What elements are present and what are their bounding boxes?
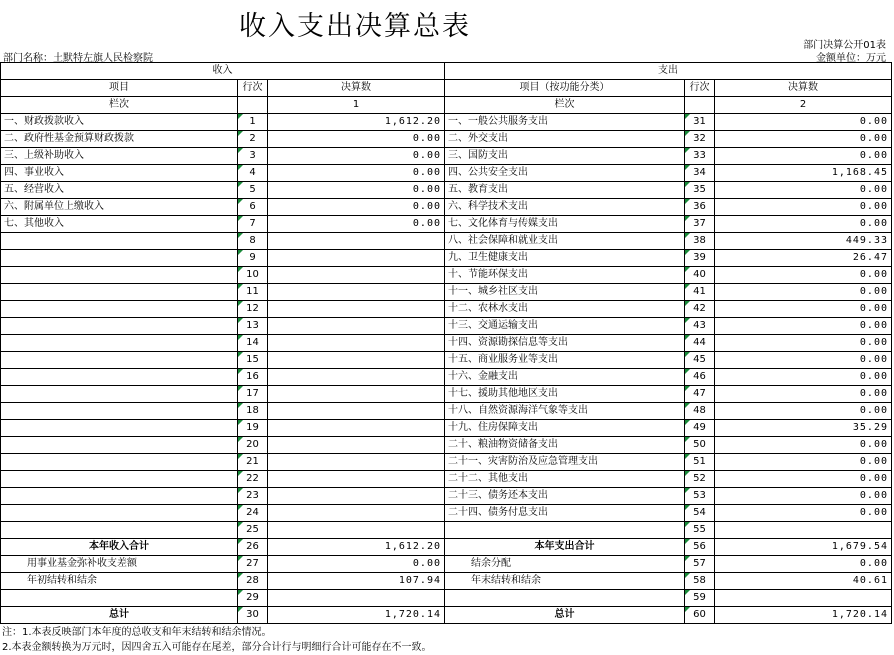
expense-summary-item: 结余分配 bbox=[445, 556, 685, 573]
income-summary-item: 用事业基金弥补收支差额 bbox=[1, 556, 238, 573]
income-amount bbox=[268, 437, 445, 454]
income-line-no: 4 bbox=[238, 165, 268, 182]
income-summary-item bbox=[1, 590, 238, 607]
income-amount: 107.94 bbox=[268, 573, 445, 590]
income-line-no: 17 bbox=[238, 386, 268, 403]
expense-line-no: 50 bbox=[685, 437, 715, 454]
income-amount bbox=[268, 233, 445, 250]
table-row bbox=[1, 437, 892, 454]
income-amount bbox=[268, 522, 445, 539]
income-amount: 0.00 bbox=[268, 216, 445, 233]
expense-line-no: 34 bbox=[685, 165, 715, 182]
table-row bbox=[1, 165, 892, 182]
expense-amount bbox=[715, 522, 892, 539]
expense-line-no: 48 bbox=[685, 403, 715, 420]
income-amount: 0.00 bbox=[268, 182, 445, 199]
income-item bbox=[1, 522, 238, 539]
expense-item: 二十四、债务付息支出 bbox=[445, 505, 685, 522]
expense-item: 十一、城乡社区支出 bbox=[445, 284, 685, 301]
income-amount: 0.00 bbox=[268, 165, 445, 182]
income-line-no: 9 bbox=[238, 250, 268, 267]
income-line-no: 26 bbox=[238, 539, 268, 556]
expense-line-no: 40 bbox=[685, 267, 715, 284]
column-index-2: 2 bbox=[715, 97, 892, 114]
expense-amount: 1,168.45 bbox=[715, 165, 892, 182]
income-line-no: 29 bbox=[238, 590, 268, 607]
expense-summary-item: 年末结转和结余 bbox=[445, 573, 685, 590]
income-line-no: 28 bbox=[238, 573, 268, 590]
income-amount bbox=[268, 488, 445, 505]
income-line-no: 7 bbox=[238, 216, 268, 233]
table-row bbox=[1, 386, 892, 403]
table-row bbox=[1, 403, 892, 420]
department-name: 部门名称：土默特左旗人民检察院 bbox=[3, 53, 153, 64]
income-summary-item: 本年收入合计 bbox=[1, 539, 238, 556]
expense-line-no: 53 bbox=[685, 488, 715, 505]
income-line-no: 8 bbox=[238, 233, 268, 250]
income-amount bbox=[268, 403, 445, 420]
expense-line-no: 36 bbox=[685, 199, 715, 216]
income-line-no: 10 bbox=[238, 267, 268, 284]
income-amount bbox=[268, 386, 445, 403]
expense-line-no: 43 bbox=[685, 318, 715, 335]
income-item: 三、上级补助收入 bbox=[1, 148, 238, 165]
income-line-no: 11 bbox=[238, 284, 268, 301]
income-item bbox=[1, 233, 238, 250]
income-line-no: 14 bbox=[238, 335, 268, 352]
income-line-no: 24 bbox=[238, 505, 268, 522]
expense-amount: 0.00 bbox=[715, 131, 892, 148]
expense-item: 五、教育支出 bbox=[445, 182, 685, 199]
income-line-no: 16 bbox=[238, 369, 268, 386]
income-item bbox=[1, 403, 238, 420]
column-index-row bbox=[1, 97, 892, 114]
income-amount bbox=[268, 369, 445, 386]
expense-amount: 0.00 bbox=[715, 114, 892, 131]
expense-line-no: 35 bbox=[685, 182, 715, 199]
empty-cell bbox=[685, 97, 715, 114]
expense-amount: 0.00 bbox=[715, 488, 892, 505]
income-item bbox=[1, 318, 238, 335]
expense-amount: 0.00 bbox=[715, 216, 892, 233]
expense-item: 十六、金融支出 bbox=[445, 369, 685, 386]
expense-line-no: 44 bbox=[685, 335, 715, 352]
income-item bbox=[1, 352, 238, 369]
expense-amount: 35.29 bbox=[715, 420, 892, 437]
expense-line-no: 45 bbox=[685, 352, 715, 369]
expense-amount: 449.33 bbox=[715, 233, 892, 250]
expense-amount: 0.00 bbox=[715, 318, 892, 335]
column-index-1: 1 bbox=[268, 97, 445, 114]
table-row bbox=[1, 199, 892, 216]
table-row bbox=[1, 301, 892, 318]
income-item bbox=[1, 250, 238, 267]
expense-item: 十九、住房保障支出 bbox=[445, 420, 685, 437]
table-row bbox=[1, 318, 892, 335]
expense-item: 十三、交通运输支出 bbox=[445, 318, 685, 335]
income-line-no: 21 bbox=[238, 454, 268, 471]
income-item bbox=[1, 471, 238, 488]
summary-row bbox=[1, 590, 892, 607]
income-amount bbox=[268, 454, 445, 471]
col-header-item: 项目 bbox=[1, 80, 238, 97]
income-item bbox=[1, 488, 238, 505]
income-amount bbox=[268, 505, 445, 522]
summary-row bbox=[1, 607, 892, 624]
income-amount bbox=[268, 318, 445, 335]
table-row bbox=[1, 352, 892, 369]
table-row bbox=[1, 267, 892, 284]
expense-item: 二十、粮油物资储备支出 bbox=[445, 437, 685, 454]
expense-line-no: 51 bbox=[685, 454, 715, 471]
income-amount: 1,612.20 bbox=[268, 114, 445, 131]
expense-amount: 0.00 bbox=[715, 454, 892, 471]
expense-line-no: 31 bbox=[685, 114, 715, 131]
col-header-line: 行次 bbox=[685, 80, 715, 97]
income-item bbox=[1, 369, 238, 386]
summary-row bbox=[1, 556, 892, 573]
income-amount bbox=[268, 352, 445, 369]
income-amount: 0.00 bbox=[268, 556, 445, 573]
expense-amount: 1,679.54 bbox=[715, 539, 892, 556]
expense-item: 十、节能环保支出 bbox=[445, 267, 685, 284]
expense-amount bbox=[715, 590, 892, 607]
income-item bbox=[1, 505, 238, 522]
note-line: 注：1.本表反映部门本年度的总收支和年末结转和结余情况。 bbox=[2, 627, 272, 638]
summary-row bbox=[1, 573, 892, 590]
expense-line-no: 58 bbox=[685, 573, 715, 590]
expense-line-no: 37 bbox=[685, 216, 715, 233]
amount-unit: 金额单位：万元 bbox=[816, 53, 886, 64]
table-row bbox=[1, 420, 892, 437]
income-line-no: 5 bbox=[238, 182, 268, 199]
income-line-no: 22 bbox=[238, 471, 268, 488]
income-item bbox=[1, 420, 238, 437]
income-line-no: 19 bbox=[238, 420, 268, 437]
expense-item: 三、国防支出 bbox=[445, 148, 685, 165]
col-header-line: 行次 bbox=[238, 80, 268, 97]
table-row bbox=[1, 369, 892, 386]
income-amount bbox=[268, 590, 445, 607]
expense-item: 十四、资源勘探信息等支出 bbox=[445, 335, 685, 352]
expense-line-no: 33 bbox=[685, 148, 715, 165]
table-row bbox=[1, 233, 892, 250]
income-line-no: 12 bbox=[238, 301, 268, 318]
expense-line-no: 55 bbox=[685, 522, 715, 539]
income-item: 一、财政拨款收入 bbox=[1, 114, 238, 131]
income-amount bbox=[268, 284, 445, 301]
table-row bbox=[1, 216, 892, 233]
expense-section-header: 支出 bbox=[445, 63, 892, 80]
income-item bbox=[1, 267, 238, 284]
expense-line-no: 56 bbox=[685, 539, 715, 556]
expense-amount: 0.00 bbox=[715, 403, 892, 420]
expense-item: 二十二、其他支出 bbox=[445, 471, 685, 488]
income-amount: 0.00 bbox=[268, 131, 445, 148]
income-amount bbox=[268, 335, 445, 352]
empty-cell bbox=[238, 97, 268, 114]
report-title: 收入支出决算总表 bbox=[239, 11, 471, 42]
expense-amount: 26.47 bbox=[715, 250, 892, 267]
expense-amount: 0.00 bbox=[715, 471, 892, 488]
expense-line-no: 52 bbox=[685, 471, 715, 488]
table-row bbox=[1, 114, 892, 131]
expense-amount: 40.61 bbox=[715, 573, 892, 590]
column-label: 栏次 bbox=[445, 97, 685, 114]
expense-line-no: 54 bbox=[685, 505, 715, 522]
income-line-no: 13 bbox=[238, 318, 268, 335]
income-line-no: 15 bbox=[238, 352, 268, 369]
income-line-no: 23 bbox=[238, 488, 268, 505]
income-item bbox=[1, 301, 238, 318]
expense-amount: 0.00 bbox=[715, 182, 892, 199]
income-summary-item: 总计 bbox=[1, 607, 238, 624]
income-expense-table bbox=[0, 62, 892, 624]
expense-line-no: 39 bbox=[685, 250, 715, 267]
income-line-no: 30 bbox=[238, 607, 268, 624]
expense-amount: 0.00 bbox=[715, 386, 892, 403]
income-line-no: 1 bbox=[238, 114, 268, 131]
expense-line-no: 32 bbox=[685, 131, 715, 148]
expense-line-no: 49 bbox=[685, 420, 715, 437]
table-row bbox=[1, 522, 892, 539]
income-line-no: 27 bbox=[238, 556, 268, 573]
expense-item: 十二、农林水支出 bbox=[445, 301, 685, 318]
income-item: 四、事业收入 bbox=[1, 165, 238, 182]
col-header-item-func: 项目（按功能分类） bbox=[445, 80, 685, 97]
expense-item: 八、社会保障和就业支出 bbox=[445, 233, 685, 250]
expense-item: 六、科学技术支出 bbox=[445, 199, 685, 216]
income-amount bbox=[268, 301, 445, 318]
table-row bbox=[1, 471, 892, 488]
expense-summary-item bbox=[445, 590, 685, 607]
income-amount: 0.00 bbox=[268, 199, 445, 216]
expense-summary-item: 本年支出合计 bbox=[445, 539, 685, 556]
income-section-header: 收入 bbox=[1, 63, 445, 80]
expense-amount: 0.00 bbox=[715, 369, 892, 386]
expense-item: 四、公共安全支出 bbox=[445, 165, 685, 182]
expense-line-no: 59 bbox=[685, 590, 715, 607]
table-row bbox=[1, 505, 892, 522]
summary-row bbox=[1, 539, 892, 556]
expense-item: 二、外交支出 bbox=[445, 131, 685, 148]
income-item: 六、附属单位上缴收入 bbox=[1, 199, 238, 216]
expense-line-no: 41 bbox=[685, 284, 715, 301]
income-item: 七、其他收入 bbox=[1, 216, 238, 233]
col-header-amount: 决算数 bbox=[268, 80, 445, 97]
income-amount: 0.00 bbox=[268, 148, 445, 165]
expense-amount: 0.00 bbox=[715, 556, 892, 573]
expense-line-no: 47 bbox=[685, 386, 715, 403]
table-body bbox=[1, 63, 892, 624]
col-header-amount: 决算数 bbox=[715, 80, 892, 97]
notes bbox=[2, 625, 432, 655]
table-row bbox=[1, 284, 892, 301]
expense-amount: 0.00 bbox=[715, 148, 892, 165]
expense-line-no: 46 bbox=[685, 369, 715, 386]
expense-item: 二十一、灾害防治及应急管理支出 bbox=[445, 454, 685, 471]
income-line-no: 6 bbox=[238, 199, 268, 216]
table-row bbox=[1, 335, 892, 352]
expense-amount: 0.00 bbox=[715, 335, 892, 352]
expense-item: 十七、援助其他地区支出 bbox=[445, 386, 685, 403]
table-row bbox=[1, 250, 892, 267]
income-line-no: 18 bbox=[238, 403, 268, 420]
table-row bbox=[1, 131, 892, 148]
expense-line-no: 60 bbox=[685, 607, 715, 624]
income-item bbox=[1, 454, 238, 471]
expense-amount: 0.00 bbox=[715, 199, 892, 216]
income-item bbox=[1, 335, 238, 352]
income-amount bbox=[268, 420, 445, 437]
expense-amount: 0.00 bbox=[715, 301, 892, 318]
table-row bbox=[1, 454, 892, 471]
expense-summary-item: 总计 bbox=[445, 607, 685, 624]
income-line-no: 2 bbox=[238, 131, 268, 148]
table-row bbox=[1, 182, 892, 199]
income-line-no: 20 bbox=[238, 437, 268, 454]
income-amount: 1,720.14 bbox=[268, 607, 445, 624]
column-label: 栏次 bbox=[1, 97, 238, 114]
income-amount bbox=[268, 267, 445, 284]
expense-amount: 0.00 bbox=[715, 352, 892, 369]
income-amount: 1,612.20 bbox=[268, 539, 445, 556]
expense-amount: 0.00 bbox=[715, 505, 892, 522]
expense-amount: 0.00 bbox=[715, 267, 892, 284]
expense-item bbox=[445, 522, 685, 539]
income-line-no: 3 bbox=[238, 148, 268, 165]
income-summary-item: 年初结转和结余 bbox=[1, 573, 238, 590]
expense-item: 十八、自然资源海洋气象等支出 bbox=[445, 403, 685, 420]
income-line-no: 25 bbox=[238, 522, 268, 539]
expense-item: 七、文化体育与传媒支出 bbox=[445, 216, 685, 233]
expense-line-no: 42 bbox=[685, 301, 715, 318]
note-line: 2.本表金额转换为万元时，因四舍五入可能存在尾差，部分合计行与明细行合计可能存在不一致。 bbox=[2, 642, 432, 653]
expense-item: 九、卫生健康支出 bbox=[445, 250, 685, 267]
expense-amount: 1,720.14 bbox=[715, 607, 892, 624]
income-amount bbox=[268, 250, 445, 267]
expense-line-no: 57 bbox=[685, 556, 715, 573]
income-item: 五、经营收入 bbox=[1, 182, 238, 199]
expense-amount: 0.00 bbox=[715, 284, 892, 301]
income-item bbox=[1, 437, 238, 454]
expense-line-no: 38 bbox=[685, 233, 715, 250]
expense-item: 十五、商业服务业等支出 bbox=[445, 352, 685, 369]
expense-amount: 0.00 bbox=[715, 437, 892, 454]
income-item: 二、政府性基金预算财政拨款 bbox=[1, 131, 238, 148]
expense-item: 一、一般公共服务支出 bbox=[445, 114, 685, 131]
income-amount bbox=[268, 471, 445, 488]
column-header-row bbox=[1, 80, 892, 97]
table-row bbox=[1, 488, 892, 505]
section-header-row bbox=[1, 63, 892, 80]
expense-item: 二十三、债务还本支出 bbox=[445, 488, 685, 505]
income-item bbox=[1, 386, 238, 403]
form-code: 部门决算公开01表 bbox=[803, 40, 886, 51]
income-item bbox=[1, 284, 238, 301]
table-row bbox=[1, 148, 892, 165]
